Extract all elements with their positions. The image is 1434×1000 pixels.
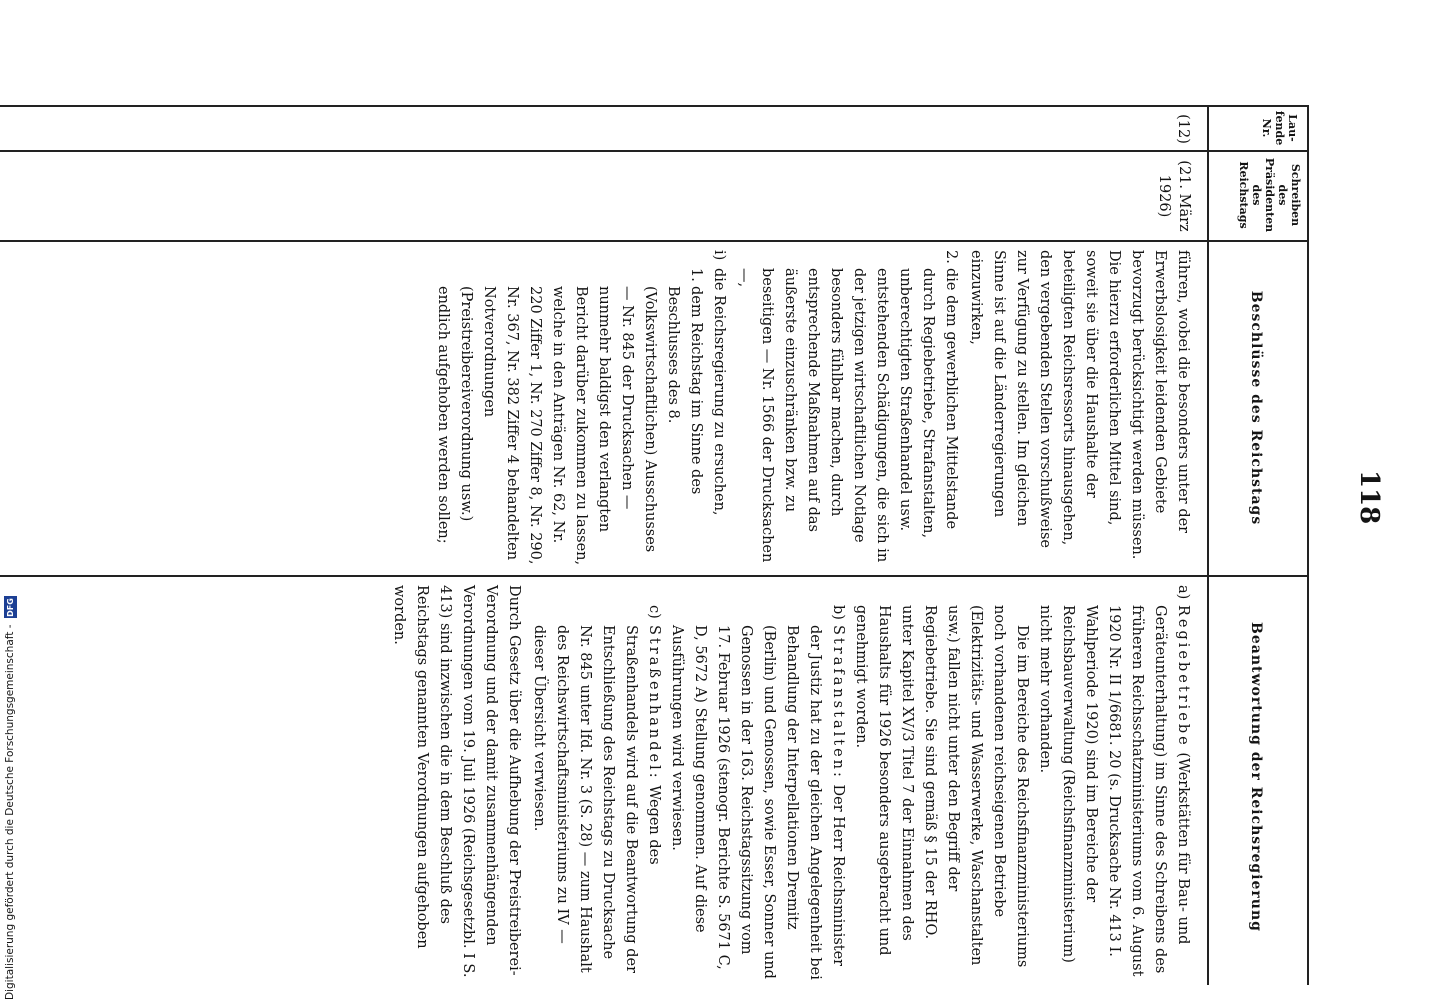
antwort-c-text — [527, 625, 665, 980]
antwort-a2: Die im Bereiche des Reichsfinanzministeriums noch vorhandenen reichseigenen Betriebe (Elektrizitäts- und Wasserwerke, Waschanstalten usw.) fallen nicht unter den Begriff der Regiebetriebe. Sie sind gemäß § 15 der RHO. unter Kapitel XV/3 Titel 7 der Einnahmen des Haushalts für 1926 besonders ausgebracht und genehmigt worden. — [853, 605, 1030, 968]
credit-text: Digitalisierung gefördert durch die Deutsche Forschungsgemeinschaft - — [4, 624, 16, 1000]
row-date: (21. März 1926) — [1156, 160, 1192, 232]
beschluss-item-i-1-num: 1. — [688, 268, 704, 282]
antwort-a-label: a) — [1175, 585, 1191, 600]
antwort-b — [665, 585, 849, 980]
antwort-b-body: Der Herr Reichsminister der Justiz hat zu der gleichen Angelegenheit bei Behandlung der Interpellationen Dremitz (Berlin) und Genossen, sowie Esser, Sonner und Genossen in der 163. Reichstagssitzung vom 17. Februar 1926 (stenogr. Berichte S. 5671 C, D, 5672 A) Stellung genommen. Auf diese Ausführungen wird verwiesen. — [669, 625, 846, 980]
antwort-c-head: Straßenhandel: — [646, 625, 662, 781]
beschluss-item-i-1-text: dem Reichstag im Sinne des Beschlusses des 8. (Volkswirtschaftlichen) Ausschusses — Nr. 845 der Drucksachen — nunmehr baldigst den verlangten Bericht darüber zukommen zu lassen, welche in den Anträgen Nr. 62, Nr. 220 Ziffer 1, Nr. 270 Ziffer 8, Nr. 290, Nr. 367, Nr. 382 Ziffer 4 behandelten Notverordnungen (Preistreibereiverordnung usw.) endlich aufgehoben werden sollen; — [435, 286, 704, 566]
antwort-column — [387, 585, 1194, 980]
antwort-a-head: Regiebetriebe — [1175, 605, 1191, 748]
beschluss-part1: führen, wobei die besonders unter der Erwerbslosigkeit leidenden Gebiete bevorzugt berücksichtigt werden müssen. Die hierzu erforderlichen Mittel sind, soweit sie über die Haushalte der beteiligten Reichsressorts hinausgehen, den vergebenden Stellen vorschußweise zur Verfügung zu stellen. Im gleichen Sinne ist auf die Länderregierungen einzuwirken, — [968, 250, 1191, 560]
beschluss-item-i — [707, 250, 730, 568]
antwort-d: Durch Gesetz über die Aufhebung der Preistreiberei-Verordnung und der damit zusammenhängenden Verordnungen vom 19. Juli 1926 (Reichsgesetzbl. I S. 413) sind inzwischen die in dem Beschluß des Reichstags genannten Verordnungen aufgehoben worden. — [391, 585, 522, 978]
header-bottom-rule — [1207, 105, 1209, 985]
antwort-b-label: b) — [830, 605, 846, 620]
antwort-a — [1033, 585, 1194, 980]
col-divider-3 — [0, 240, 1309, 242]
antwort-a-text — [1033, 605, 1194, 980]
beschluss-item-i-label: i) — [711, 250, 727, 261]
header-beschluesse: Beschlüsse des Reichstags — [1248, 290, 1264, 526]
dfg-logo: DFG — [5, 598, 15, 617]
antwort-c — [527, 585, 665, 980]
antwort-a-body: (Werkstätten für Bau- und Geräteunterhaltung) im Sinne des Schreibens des früheren Reichsschatzministeriums vom 6. August 1920 Nr. II 1/6681. 20 (s. Drucksache Nr. 413 I. Wahlperiode 1920) sind im Bereiche der Reichsbauverwaltung (Reichsfinanzministerium) nicht mehr vorhanden. — [1037, 605, 1191, 977]
col-divider-1 — [0, 105, 1309, 107]
page-number: 118 — [1354, 470, 1384, 525]
antwort-c-body: Wegen des Straßenhandels wird auf die Beantwortung der Entschließung des Reichstags zu Drucksache Nr. 845 unter lfd. Nr. 3 (S. 28) — zum Haushalt des Reichswirtschaftsministeriums zu IV — dieser Übersicht verwiesen. — [531, 625, 662, 974]
antwort-b-text — [665, 625, 849, 980]
beschluss-item-2-num: 2. — [943, 250, 959, 264]
beschluss-item-2 — [732, 250, 962, 568]
row-number: (12) — [1175, 114, 1191, 144]
header-lfd-nr: Lau- fende Nr. — [1260, 110, 1299, 146]
header-schreiben: Schreiben des Präsidenten des Reichstags — [1237, 157, 1302, 233]
antwort-c-label: c) — [646, 605, 662, 619]
beschluss-item-i-text: die Reichsregierung zu ersuchen, — [711, 268, 727, 516]
beschluss-column — [431, 250, 1194, 568]
col-divider-2 — [0, 150, 1309, 152]
beschluss-item-i-1 — [431, 250, 707, 568]
antwort-b-head: Strafanstalten: — [830, 625, 846, 780]
table-top-rule — [1307, 105, 1309, 985]
beschluss-item-2-text: die dem gewerblichen Mittelstande durch Regiebetriebe, Strafanstalten, unberechtigten Straßenhandel usw. entstehenden Schädigungen, die sich in der jetzigen wirtschaftlichen Notlage besonders fühlbar machen, durch entsprechende Maßnahmen auf das äußerste einzuschränken bzw. zu beseitigen — Nr. 1566 der Drucksachen —, — [736, 268, 959, 563]
digitization-credit — [0, 0, 20, 1000]
header-beantwortung: Beantwortung der Reichsregierung — [1248, 622, 1264, 932]
col-divider-4 — [0, 575, 1309, 577]
